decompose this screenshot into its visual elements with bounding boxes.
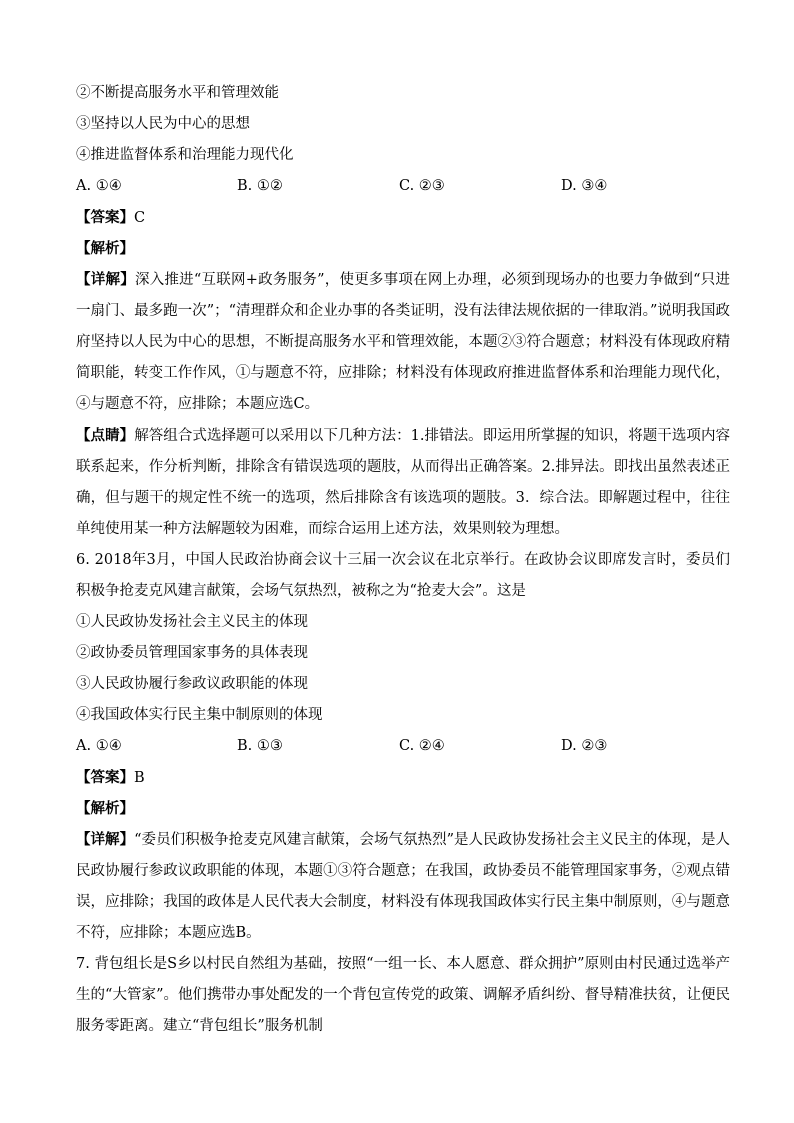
q5-detail-tag: 【详解】 (76, 271, 135, 288)
q6-item-1: ①人民政协发扬社会主义民主的体现 (76, 614, 308, 630)
q6-option-d: D. ②③ (561, 738, 608, 754)
q5-tip-tag: 【点睛】 (76, 427, 135, 444)
q5-option-b: B. ①② (237, 178, 283, 194)
q6-item-4: ④我国政体实行民主集中制原则的体现 (76, 707, 323, 723)
q5-tip (76, 420, 730, 545)
q5-option-c: C. ②③ (399, 178, 445, 194)
q5-answer-value: C (134, 210, 146, 226)
q5-analysis-tag: 【解析】 (76, 240, 134, 257)
q5-analysis (76, 233, 730, 264)
q6-analysis-tag: 【解析】 (76, 800, 134, 817)
q6-item-2: ②政协委员管理国家事务的具体表现 (76, 645, 308, 661)
q5-item-3: ③坚持以人民为中心的思想 (76, 116, 250, 132)
q5-tip-text: 解答组合式选择题可以采用以下几种方法：1.排错法。即运用所掌握的知识，将题干选项内容联系起来，作分析判断，排除含有错误选项的题肢，从而得出正确答案。2.排异法。即找出虽然表述正确，但与题干的规定性不统一的选项，然后排除含有该选项的题肢。3．综合法。即解题过程中，往往单纯使用某一种方法解题较为困难，而综合运用上述方法，效果则较为理想。 (76, 428, 730, 537)
q6-item-3: ③人民政协履行参政议政职能的体现 (76, 676, 308, 692)
q5-options (76, 171, 730, 202)
q6-detail-text: “委员们积极争抢麦克风建言献策，会场气氛热烈”是人民政协发扬社会主义民主的体现，是人民政协履行参政议政职能的体现，本题①③符合题意；在我国，政协委员不能管理国家事务，②观点错误，应排除；我国的政体是人民代表大会制度，材料没有体现我国政体实行民主集中制原则，④与题意不符，应排除；本题应选B。 (76, 832, 730, 941)
q6-answer-tag: 【答案】 (76, 769, 134, 786)
q5-answer (76, 202, 730, 233)
q6-analysis (76, 793, 730, 824)
q5-option-d: D. ③④ (561, 178, 608, 194)
q6-answer-value: B (134, 770, 145, 786)
q6-option-b: B. ①③ (237, 738, 283, 754)
q5-answer-tag: 【答案】 (76, 209, 134, 226)
q5-detail (76, 264, 730, 420)
q5-detail-text: 深入推进“互联网+政务服务”，使更多事项在网上办理，必须到现场办的也要力争做到“只进一扇门、最多跑一次”；“清理群众和企业办事的各类证明，没有法律法规依据的一律取消。”说明我国政府坚持以人民为中心的思想，不断提高服务水平和管理效能，本题②③符合题意；材料没有体现政府精简职能，转变工作作风，①与题意不符，应排除；材料没有体现政府推进监督体系和治理能力现代化，④与题意不符，应排除；本题应选C。 (76, 272, 731, 412)
q5-item-2: ②不断提高服务水平和管理效能 (76, 85, 279, 101)
q5-item-4: ④推进监督体系和治理能力现代化 (76, 147, 294, 163)
document-page (76, 78, 730, 1042)
q6-option-a: A. ①④ (76, 738, 122, 754)
q6-detail (76, 824, 730, 949)
q6-stem: 6. 2018年3月，中国人民政治协商会议十三届一次会议在北京举行。在政协会议即席发言时，委员们积极争抢麦克风建言献策，会场气氛热烈，被称之为“抢麦大会”。这是 (76, 552, 730, 599)
q5-option-a: A. ①④ (76, 178, 122, 194)
q7-stem: 7. 背包组长是S乡以村民自然组为基础，按照“一组一长、本人愿意、群众拥护”原则由村民通过选举产生的“大管家”。他们携带办事处配发的一个背包宣传党的政策、调解矛盾纠纷、督导精准扶贫，让便民服务零距离。建立“背包组长”服务机制 (76, 956, 730, 1034)
q6-options (76, 731, 730, 762)
q6-answer (76, 762, 730, 793)
q6-option-c: C. ②④ (399, 738, 445, 754)
q6-detail-tag: 【详解】 (76, 831, 135, 848)
